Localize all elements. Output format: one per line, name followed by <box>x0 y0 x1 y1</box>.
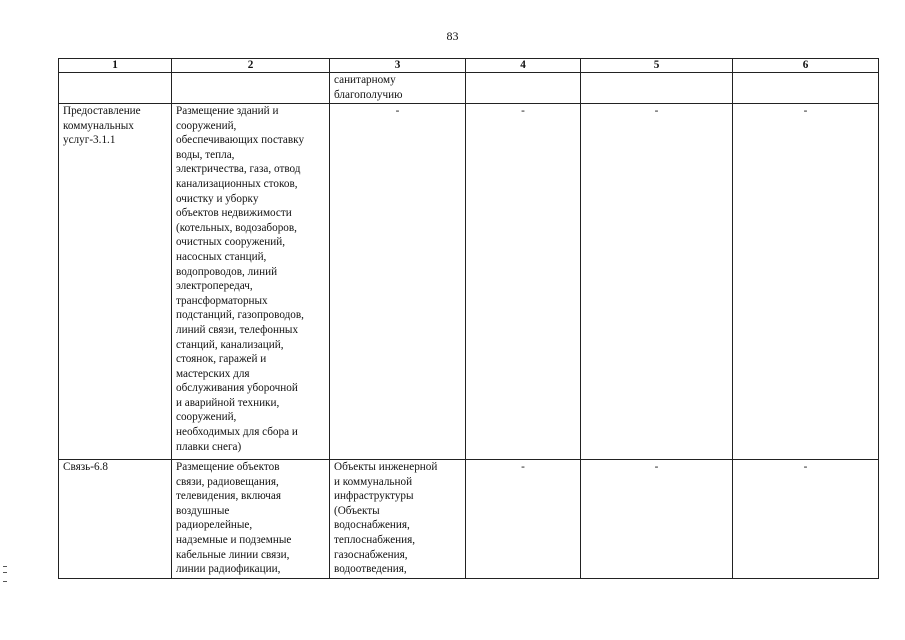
cell-text-line: канализационных стоков, <box>176 177 298 190</box>
cell-text-line: водоснабжения, <box>334 519 410 532</box>
cell-text-line: сооружений, <box>176 411 237 424</box>
cell-text-line: Размещение объектов <box>176 461 280 473</box>
table-cell-description <box>172 460 330 579</box>
land-use-table <box>58 58 879 579</box>
column-header-6: 6 <box>733 59 879 73</box>
cell-text-line: подстанций, газопроводов, <box>176 309 304 322</box>
cell-text-line: телевидения, включая <box>176 490 282 503</box>
table-cell-dash: - <box>581 104 733 460</box>
cell-text-line: связи, радиовещания, <box>176 475 279 488</box>
cell-text-line: станций, канализаций, <box>176 338 284 351</box>
table-cell <box>466 73 581 104</box>
scan-edge-mark <box>3 566 7 582</box>
cell-text-line: Связь-6.8 <box>63 461 108 473</box>
table-cell-use-type <box>59 104 172 460</box>
column-header-2: 2 <box>172 59 330 73</box>
table-cell-dash: - <box>733 460 879 579</box>
table-row-utilities <box>59 104 879 460</box>
cell-text-line: воздушные <box>176 504 230 517</box>
cell-text-line: электричества, газа, отвод <box>176 163 301 176</box>
cell-text-line: водоотведения, <box>334 563 407 576</box>
table-cell-description <box>172 104 330 460</box>
cell-text-line: Предоставление <box>63 105 141 117</box>
cell-text-line: Размещение зданий и <box>176 105 279 117</box>
cell-text-line: и аварийной техники, <box>176 396 280 409</box>
table-cell-dash: - <box>733 104 879 460</box>
cell-text-line: радиорелейные, <box>176 519 253 532</box>
cell-text-line: газоснабжения, <box>334 548 408 561</box>
column-header-1: 1 <box>59 59 172 73</box>
table-cell <box>733 73 879 104</box>
cell-text-line: воды, тепла, <box>176 148 235 161</box>
cell-text-line: стоянок, гаражей и <box>176 353 267 366</box>
table-header-row <box>59 59 879 73</box>
cell-text-line: и коммунальной <box>334 475 413 488</box>
column-header-4: 4 <box>466 59 581 73</box>
cell-text-line: необходимых для сбора и <box>176 426 298 439</box>
cell-text-line: (Объекты <box>334 504 380 517</box>
cell-text-line: санитарному <box>334 74 396 86</box>
cell-text-line: обеспечивающих поставку <box>176 134 305 147</box>
cell-text-line: линий связи, телефонных <box>176 323 299 336</box>
cell-text-line: водопроводов, линий <box>176 265 278 278</box>
table-cell-dash: - <box>581 460 733 579</box>
table-cell-conditions <box>330 460 466 579</box>
column-header-3: 3 <box>330 59 466 73</box>
cell-text-line: кабельные линии связи, <box>176 548 290 561</box>
cell-text-line: мастерских для <box>176 367 250 380</box>
cell-text-line: объектов недвижимости <box>176 207 292 220</box>
column-header-5: 5 <box>581 59 733 73</box>
cell-text-line: трансформаторных <box>176 294 268 307</box>
table-cell-conditions <box>330 73 466 104</box>
cell-text-line: линии радиофикации, <box>176 563 281 576</box>
cell-text-line: инфраструктуры <box>334 490 414 503</box>
table-cell <box>581 73 733 104</box>
table-cell <box>59 73 172 104</box>
cell-text-line: плавки снега) <box>176 440 242 453</box>
cell-text-line: надземные и подземные <box>176 533 292 546</box>
table-cell-dash: - <box>466 104 581 460</box>
cell-text-line: (котельных, водозаборов, <box>176 221 297 234</box>
cell-text-line: благополучию <box>334 88 403 101</box>
table-row-continuation <box>59 73 879 104</box>
table-cell-dash: - <box>330 104 466 460</box>
cell-text-line: очистку и уборку <box>176 192 259 205</box>
cell-text-line: сооружений, <box>176 119 237 132</box>
table-cell-use-type <box>59 460 172 579</box>
cell-text-line: коммунальных <box>63 119 134 132</box>
cell-text-line: очистных сооружений, <box>176 236 286 249</box>
cell-text-line: Объекты инженерной <box>334 461 438 473</box>
page-number: 83 <box>446 29 459 43</box>
cell-text-line: теплоснабжения, <box>334 533 416 546</box>
table-cell-dash: - <box>466 460 581 579</box>
cell-text-line: обслуживания уборочной <box>176 382 298 395</box>
table-row-communication <box>59 460 879 579</box>
cell-text-line: насосных станций, <box>176 250 267 263</box>
cell-text-line: услуг-3.1.1 <box>63 134 116 147</box>
cell-text-line: электропередач, <box>176 280 253 293</box>
table-cell <box>172 73 330 104</box>
